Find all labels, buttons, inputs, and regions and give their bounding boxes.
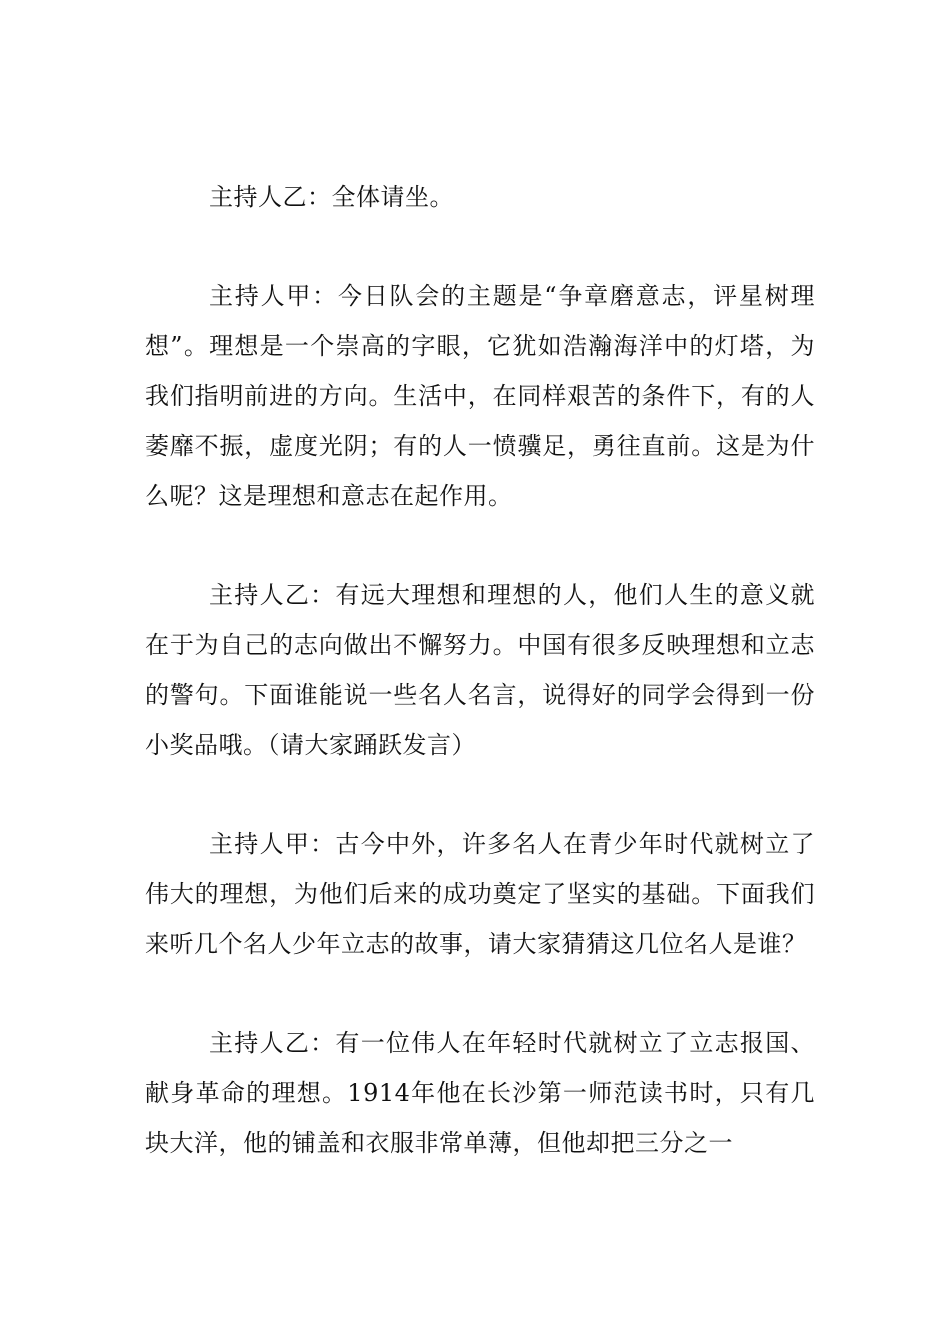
paragraph-1: 主持人乙：全体请坐。 [209,183,454,211]
paragraph-4: 主持人甲：古今中外，许多名人在青少年时代就树立了伟大的理想，为他们后来的成功奠定了坚实的基础。下面我们来听几个名人少年立志的故事，请大家猜猜这几位名人是谁？ [145,830,815,958]
paragraph-3: 主持人乙：有远大理想和理想的人，他们人生的意义就在于为自己的志向做出不懈努力。中国有很多反映理想和立志的警句。下面谁能说一些名人名言，说得好的同学会得到一份小奖品哦。（请大家踊跃发言） [145,581,815,759]
document-body [145,172,815,1217]
paragraph-2: 主持人甲：今日队会的主题是“争章磨意志，评星树理想”。理想是一个崇高的字眼，它犹如浩瀚海洋中的灯塔，为我们指明前进的方向。生活中，在同样艰苦的条件下，有的人萎靡不振，虚度光阴；有的人一愤骥足，勇往直前。这是为什么呢？这是理想和意志在起作用。 [145,282,815,510]
paragraph-5: 主持人乙：有一位伟人在年轻时代就树立了立志报国、献身革命的理想。1914年他在长沙第一师范读书时，只有几块大洋，他的铺盖和衣服非常单薄，但他却把三分之一 [145,1029,815,1157]
